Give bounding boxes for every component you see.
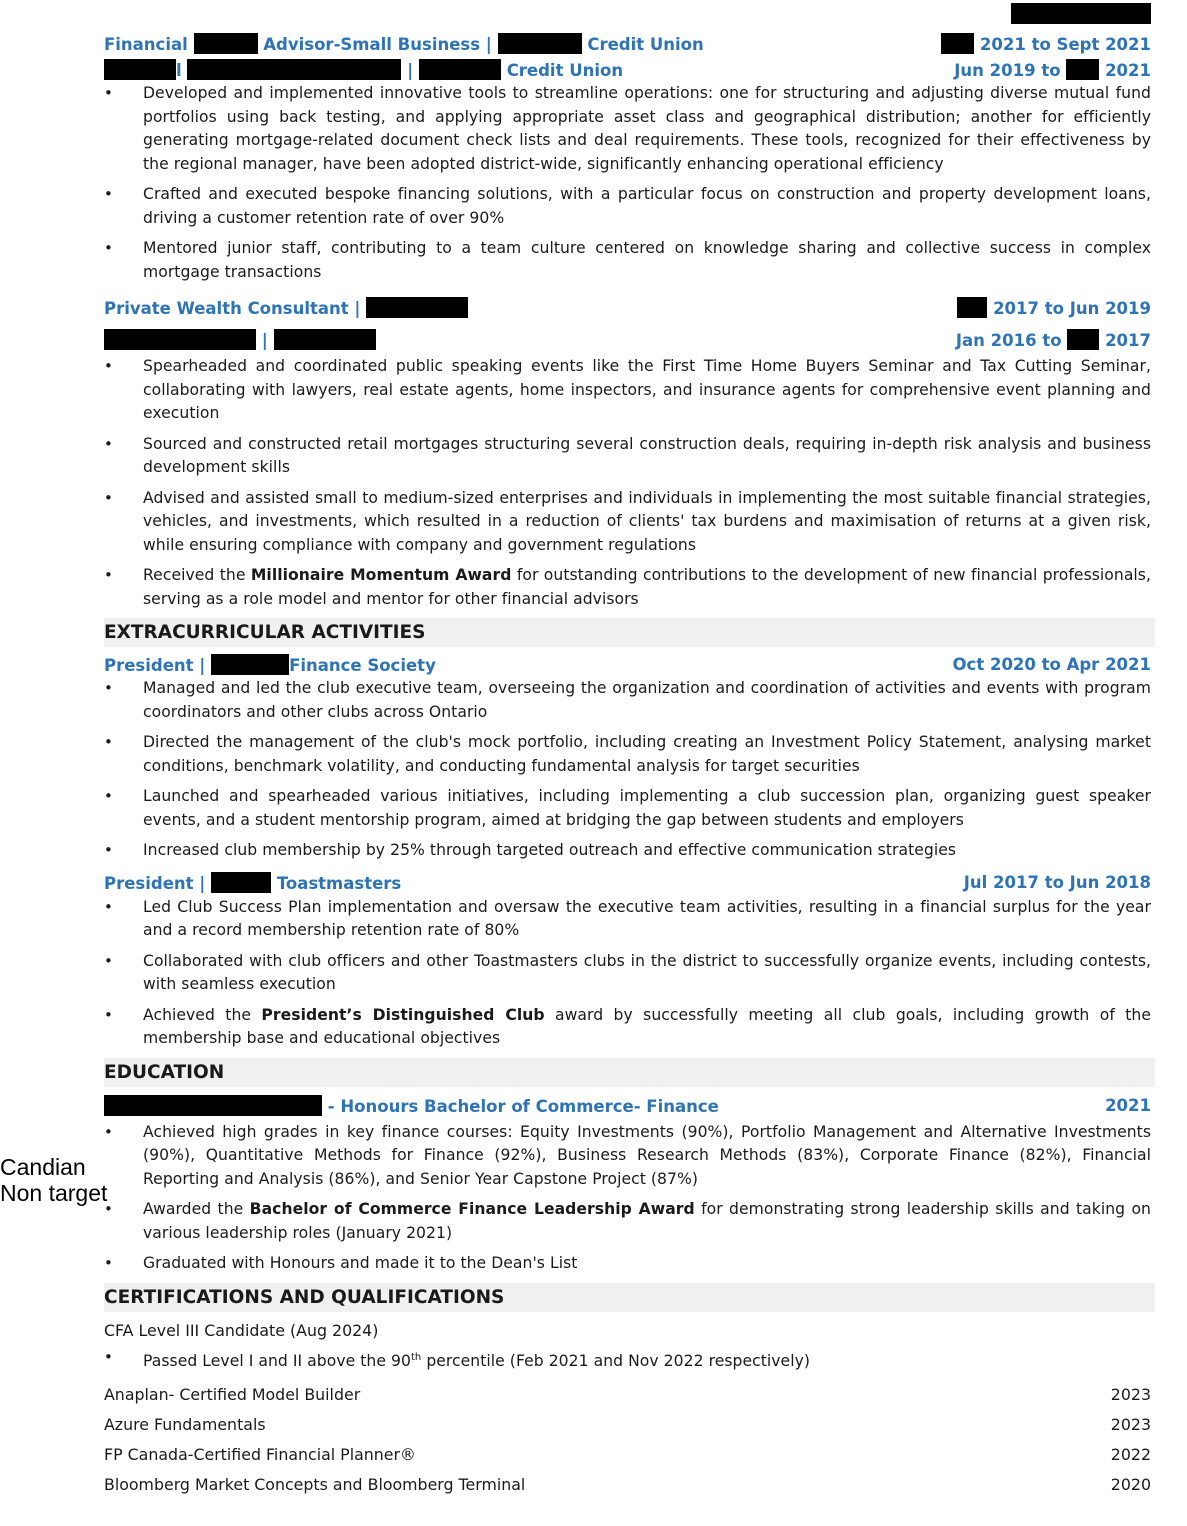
job-dates-text: 2021 <box>1105 60 1151 80</box>
redaction-bar <box>104 59 176 80</box>
degree-name: - Honours Bachelor of Commerce- Finance <box>327 1097 719 1116</box>
job-title <box>104 297 468 318</box>
role-header <box>104 870 1151 896</box>
bullet-item <box>104 1346 1151 1374</box>
job-title-part: Advisor-Small Business | <box>263 34 492 54</box>
redaction-bar <box>1067 329 1099 350</box>
cert-name: Anaplan- Certified Model Builder <box>104 1385 361 1405</box>
role-org: Toastmasters <box>276 874 402 893</box>
bullet-item: • Sourced and constructed retail mortgages structuring several construction deals, requiring in-depth risk analysis and business development skills <box>104 433 1151 480</box>
redaction-bar <box>104 329 256 350</box>
redaction-bar <box>419 59 501 80</box>
job-title <box>104 59 623 80</box>
role-dates: Oct 2020 to Apr 2021 <box>952 654 1151 674</box>
job-dates <box>957 297 1151 318</box>
bullet-item: • Increased club membership by 25% through targeted outreach and effective communication strategies <box>104 839 1151 863</box>
bullet-list <box>104 82 1151 284</box>
cert-row <box>104 1440 1151 1470</box>
job-dates-text: Jan 2016 to <box>955 330 1062 350</box>
bullet-item: • Led Club Success Plan implementation and oversaw the executive team activities, resulting in a financial surplus for the year and a record membership retention rate of 80% <box>104 896 1151 943</box>
redaction-bar <box>187 59 401 80</box>
bullet-item: • Directed the management of the club's mock portfolio, including creating an Investment Policy Statement, analysing market conditions, benchmark volatility, and conducting fundamental analysis for target securities <box>104 731 1151 778</box>
bullet-list <box>104 1346 1151 1374</box>
bullet-text: award by successfully meeting all club goals, including growth of the membership base and educational objectives <box>143 1005 1151 1047</box>
bullet-list <box>104 677 1151 863</box>
award-name: President’s Distinguished Club <box>261 1005 545 1024</box>
role-title-part: President | <box>104 874 206 893</box>
bullet-item: • Mentored junior staff, contributing to a team culture centered on knowledge sharing and collective success in complex mortgage transactions <box>104 237 1151 284</box>
bullet-item <box>104 564 1151 611</box>
redaction-bar <box>1011 3 1151 24</box>
job-title <box>104 329 376 350</box>
section-heading: EDUCATION <box>104 1058 1155 1087</box>
cert-row <box>104 1380 1151 1410</box>
job-title <box>104 33 704 54</box>
bullet-item: • Crafted and executed bespoke financing solutions, with a particular focus on construction and property development loans, driving a customer retention rate of over 90% <box>104 183 1151 230</box>
bullet-item: • Collaborated with club officers and other Toastmasters clubs in the district to successfully organize events, including contests, with seamless execution <box>104 950 1151 997</box>
bullet-item: • Spearheaded and coordinated public speaking events like the First Time Home Buyers Seminar and Tax Cutting Seminar, collaborating with lawyers, real estate agents, home inspectors, and insurance agents for comprehensive event planning and execution <box>104 355 1151 426</box>
bullet-item: • Achieved high grades in key finance courses: Equity Investments (90%), Portfolio Management and Alternative Investments (90%), Quantitative Methods for Finance (92%), Business Research Methods (83%), Corporate Finance (82%), Financial Reporting and Analysis (86%), and Senior Year Capstone Project (87%) <box>104 1121 1151 1192</box>
job-header <box>104 323 1151 355</box>
bullet-item: • Advised and assisted small to medium-sized enterprises and individuals in implementing the most suitable financial strategies, vehicles, and investments, which resulted in a reduction of clients' tax burdens and maximisation of returns at a given risk, while ensuring compliance with company and government regulations <box>104 487 1151 558</box>
job-dates <box>954 59 1151 80</box>
cert-year: 2023 <box>1110 1415 1151 1435</box>
bullet-item: • Managed and led the club executive team, overseeing the organization and coordination of activities and events with program coordinators and other clubs across Ontario <box>104 677 1151 724</box>
role-title <box>104 872 401 893</box>
redaction-bar <box>498 33 582 54</box>
bullet-item: • Developed and implemented innovative tools to streamline operations: one for structuring and adjusting diverse mutual fund portfolios using back testing, and applying appropriate asset class and geographical distribution; another for efficiently generating mortgage-related document check lists and deal requirements. These tools, recognized for their effectiveness by the regional manager, have been adopted district-wide, significantly enhancing operational efficiency <box>104 82 1151 176</box>
job-org: Credit Union <box>587 34 704 54</box>
job-dates-text: 2017 <box>1105 330 1151 350</box>
bullet-item: • Launched and spearheaded various initiatives, including implementing a club succession plan, organizing guest speaker events, and a student mentorship program, aimed at bridging the gap between students and employers <box>104 785 1151 832</box>
job-title-part: Private Wealth Consultant | <box>104 298 361 318</box>
role-org: Finance Society <box>289 655 436 675</box>
job-dates-text: Jun 2019 to <box>954 60 1061 80</box>
role-header <box>104 651 1151 677</box>
margin-annotation <box>0 1154 107 1206</box>
degree-header <box>104 1091 1151 1121</box>
job-title-part: Financial <box>104 34 188 54</box>
job-dates <box>941 33 1151 54</box>
annotation-line: Candian <box>0 1154 86 1180</box>
bullet-text: Passed Level I and II above the 90 <box>143 1351 411 1370</box>
redaction-bar <box>194 33 258 54</box>
bullet-item <box>104 1004 1151 1051</box>
redaction-bar <box>957 297 987 318</box>
cert-row <box>104 1410 1151 1440</box>
award-name: Millionaire Momentum Award <box>250 566 512 584</box>
role-dates: Jul 2017 to Jun 2018 <box>963 873 1151 892</box>
award-name: Bachelor of Commerce Finance Leadership Award <box>249 1200 695 1218</box>
bullet-text: for demonstrating strong leadership skills and taking on various leadership roles (January 2021) <box>143 1200 1151 1242</box>
section-heading: EXTRACURRICULAR ACTIVITIES <box>104 618 1155 647</box>
redaction-bar <box>104 1095 322 1116</box>
bullet-text: Achieved the <box>143 1005 262 1024</box>
cert-name: Bloomberg Market Concepts and Bloomberg Terminal <box>104 1475 526 1495</box>
cert-year: 2022 <box>1110 1445 1151 1465</box>
cert-name: FP Canada-Certified Financial Planner® <box>104 1445 416 1465</box>
bullet-text: Received the <box>143 566 251 584</box>
resume-content <box>104 30 1151 1500</box>
job-title-part: l <box>176 60 182 80</box>
cert-year: 2023 <box>1110 1385 1151 1405</box>
section-heading: CERTIFICATIONS AND QUALIFICATIONS <box>104 1283 1155 1312</box>
redaction-bar <box>366 297 468 318</box>
cert-name: Azure Fundamentals <box>104 1415 266 1435</box>
bullet-item: • Graduated with Honours and made it to the Dean's List <box>104 1252 1151 1276</box>
role-title-part: President | <box>104 655 206 675</box>
bullet-text: percentile (Feb 2021 and Nov 2022 respectively) <box>421 1351 810 1370</box>
job-header <box>104 291 1151 323</box>
bullet-list <box>104 896 1151 1051</box>
bullet-text: for outstanding contributions to the development of new financial professionals, serving as a role model and mentor for other financial advisors <box>143 566 1151 608</box>
job-header <box>104 30 1151 56</box>
annotation-line: Non target <box>0 1180 108 1206</box>
redaction-bar <box>274 329 376 350</box>
redaction-bar <box>1066 59 1099 80</box>
redaction-bar <box>211 872 271 893</box>
job-dates-text: 2021 to Sept 2021 <box>979 34 1151 54</box>
job-dates <box>956 329 1151 350</box>
redaction-bar <box>941 33 974 54</box>
job-title-part: | <box>261 330 268 350</box>
degree-year: 2021 <box>1105 1096 1151 1115</box>
job-dates-text: 2017 to Jun 2019 <box>993 298 1151 318</box>
bullet-list <box>104 1121 1151 1276</box>
cert-row <box>104 1470 1151 1500</box>
redaction-bar <box>211 654 289 675</box>
ordinal-suffix: th <box>410 1351 422 1363</box>
cert-year: 2020 <box>1110 1475 1151 1495</box>
cert-row <box>104 1316 1151 1346</box>
bullet-item <box>104 1198 1151 1245</box>
job-header <box>104 56 1151 82</box>
bullet-list <box>104 355 1151 611</box>
cert-name: CFA Level III Candidate (Aug 2024) <box>104 1320 379 1340</box>
degree-title <box>104 1095 719 1116</box>
job-org: Credit Union <box>506 60 624 80</box>
role-title <box>104 654 436 675</box>
job-title-part: | <box>407 60 414 80</box>
bullet-text: Awarded the <box>143 1200 250 1218</box>
